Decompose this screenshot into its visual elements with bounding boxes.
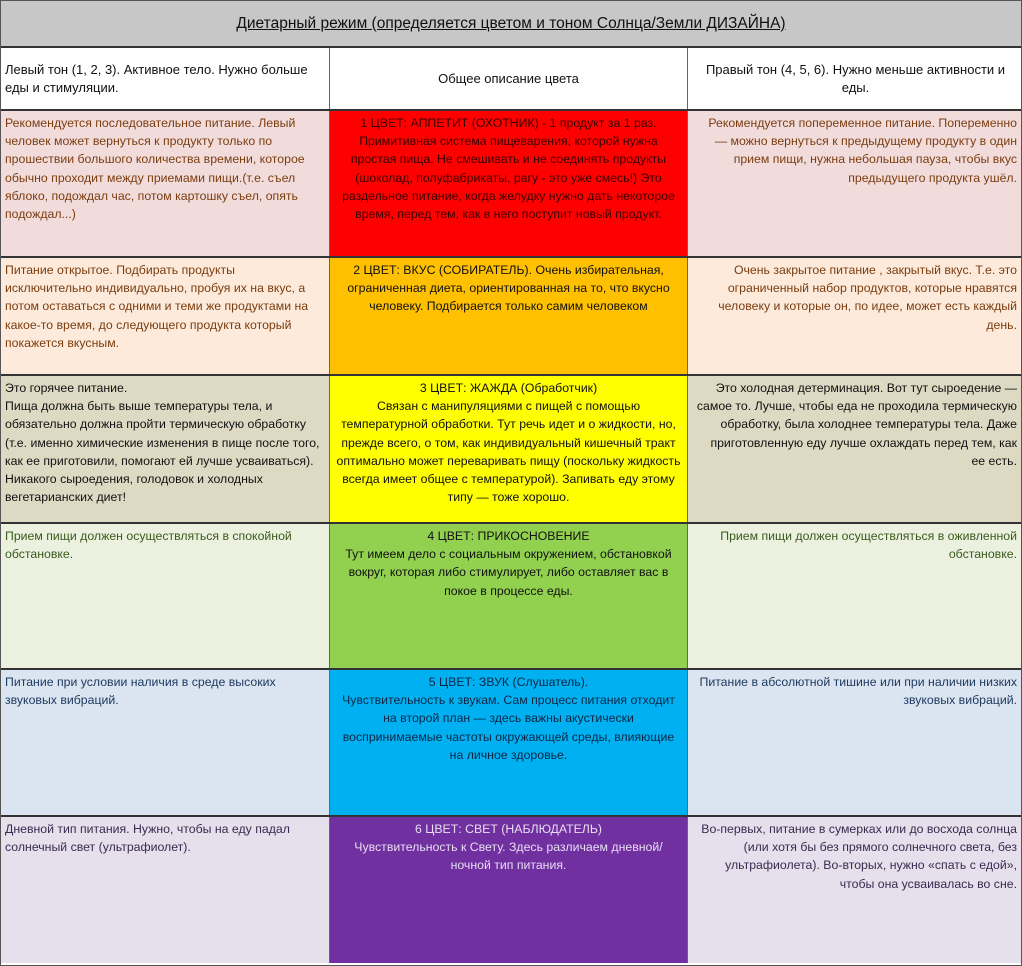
row6-middle-text: Чувствительность к Свету. Здесь различаем дневной/ ночной тип питания.	[354, 840, 663, 873]
row4-left-cell	[1, 524, 330, 668]
table-row	[1, 524, 1021, 670]
row3-left-cell	[1, 376, 330, 522]
row4-right-cell	[688, 524, 1021, 668]
row6-left-text: Дневной тип питания. Нужно, чтобы на еду падал солнечный свет (ультрафиолет).	[5, 822, 290, 855]
header-row	[1, 48, 1021, 111]
row6-right-cell	[688, 817, 1021, 963]
row2-left-cell	[1, 258, 330, 374]
row5-left-cell	[1, 670, 330, 815]
row1-right-text: Рекомендуется попеременное питание. Попеременно — можно вернуться к предыдущему продукту в один прием пищи, нужна небольшая пауза, чтобы вкус предыдущего продукта ушёл.	[708, 116, 1017, 185]
row4-right-text: Прием пищи должен осуществляться в оживленной обстановке.	[720, 529, 1017, 562]
row6-middle-cell	[330, 817, 688, 963]
row5-left-text: Питание при условии наличия в среде высоких звуковых вибраций.	[5, 675, 276, 708]
header-color-description: Общее описание цвета	[330, 48, 688, 109]
row5-middle-text: Чувствительность к звукам. Сам процесс питания отходит на второй план — здесь важны акустически воспринимаемые частоты окружающей среды, влияющие на личное здоровье.	[342, 693, 675, 762]
row3-middle-cell	[330, 376, 688, 522]
row3-left-line1: Это горячее питание.	[5, 381, 128, 395]
row2-middle-text: 2 ЦВЕТ: ВКУС (СОБИРАТЕЛЬ). Очень избирательная, ограниченная диета, ориентированная на то, что вкусно человеку. Подбирается только самим человеком	[347, 263, 670, 314]
row2-right-cell	[688, 258, 1021, 374]
row6-middle-heading: 6 ЦВЕТ: СВЕТ (НАБЛЮДАТЕЛЬ)	[414, 822, 603, 836]
row2-left-text: Питание открытое. Подбирать продукты исключительно индивидуально, пробуя их на вкус, а потом оставаться с одними и теми же продуктами на какое-то время, до следующего продукта который покажется вкусным.	[5, 263, 309, 350]
row3-left-line2: Пища должна быть выше температуры тела, и обязательно должна пройти термическую обработку (т.е. именно химические изменения в пище после того, как ее приготовили, помогают ей лучше усваиваться). Никакого сыроедения, голодовок и холодных вегетарианских диет!	[5, 399, 320, 505]
row5-right-cell	[688, 670, 1021, 815]
row6-left-cell	[1, 817, 330, 963]
row5-middle-cell	[330, 670, 688, 815]
row1-right-cell	[688, 111, 1021, 256]
row5-middle-heading: 5 ЦВЕТ: ЗВУК (Слушатель).	[428, 675, 589, 689]
row1-left-text: Рекомендуется последовательное питание. Левый человек может вернуться к продукту только по прошествии большого количества времени, которое обычно проходит между приемами пищи.(т.е. съел яблоко, подождал час, потом картошку съел, опять подождал...)	[5, 116, 305, 222]
header-right-tone: Правый тон (4, 5, 6). Нужно меньше активности и еды.	[705, 61, 1006, 95]
row4-middle-text: Тут имеем дело с социальным окружением, обстановкой вокруг, которая либо стимулирует, либо оставляет вас в покое в процессе еды.	[345, 547, 672, 598]
title-bar	[1, 1, 1021, 48]
row4-middle-heading: 4 ЦВЕТ: ПРИКОСНОВЕНИЕ	[427, 529, 590, 543]
row4-left-text: Прием пищи должен осуществляться в спокойной обстановке.	[5, 529, 292, 562]
table-row	[1, 258, 1021, 376]
page-title: Диетарный режим (определяется цветом и тоном Солнца/Земли ДИЗАЙНА)	[236, 14, 786, 32]
row5-right-text: Питание в абсолютной тишине или при наличии низких звуковых вибраций.	[699, 675, 1017, 708]
header-left-tone: Левый тон (1, 2, 3). Активное тело. Нужно больше еды и стимуляции.	[1, 48, 330, 109]
table-row	[1, 670, 1021, 817]
table-row	[1, 111, 1021, 258]
row3-middle-heading: 3 ЦВЕТ: ЖАЖДА (Обработчик)	[419, 381, 598, 395]
row2-middle-cell	[330, 258, 688, 374]
row1-left-cell	[1, 111, 330, 256]
row2-right-text: Очень закрытое питание , закрытый вкус. Т.е. это ограниченный набор продуктов, которые нравятся человеку и которые он, по идее, может есть каждый день.	[718, 263, 1017, 332]
row3-middle-text: Связан с манипуляциями с пищей с помощью температурной обработки. Тут речь идет и о жидкости, но, прежде всего, о том, как индивидуальный кишечный тракт оптимально может переваривать пищу (поскольку жидкость всегда имеет общее с температурой). Запивать еду этому типу — тоже хорошо.	[336, 399, 681, 505]
row4-middle-cell	[330, 524, 688, 668]
row1-middle-text: 1 ЦВЕТ: АППЕТИТ (ОХОТНИК) - 1 продукт за 1 раз. Примитивная система пищеварения, которой нужна простая пища. Не смешивать и не соединять продукты (шоколад, полуфабрикаты, рагу - это уже смесь!) Это раздельное питание, когда желудку нужно дать некоторое время, перед тем, как в него поступит новый продукт.	[342, 116, 675, 222]
row1-middle-cell	[330, 111, 688, 256]
table-row	[1, 817, 1021, 963]
row3-right-cell	[688, 376, 1021, 522]
row3-right-text: Это холодная детерминация. Вот тут сыроедение — самое то. Лучше, чтобы еда не проходила термическую обработку, была холоднее температуры тела. Даже приготовленную еду лучше охлаждать перед тем, как ее есть.	[696, 381, 1017, 468]
table-row	[1, 376, 1021, 524]
row6-right-text: Во-первых, питание в сумерках или до восхода солнца (или хотя бы без прямого солнечного света, без ультрафиолета). Во-вторых, нужно «спать с едой», чтобы она усваивалась во сне.	[701, 822, 1017, 891]
